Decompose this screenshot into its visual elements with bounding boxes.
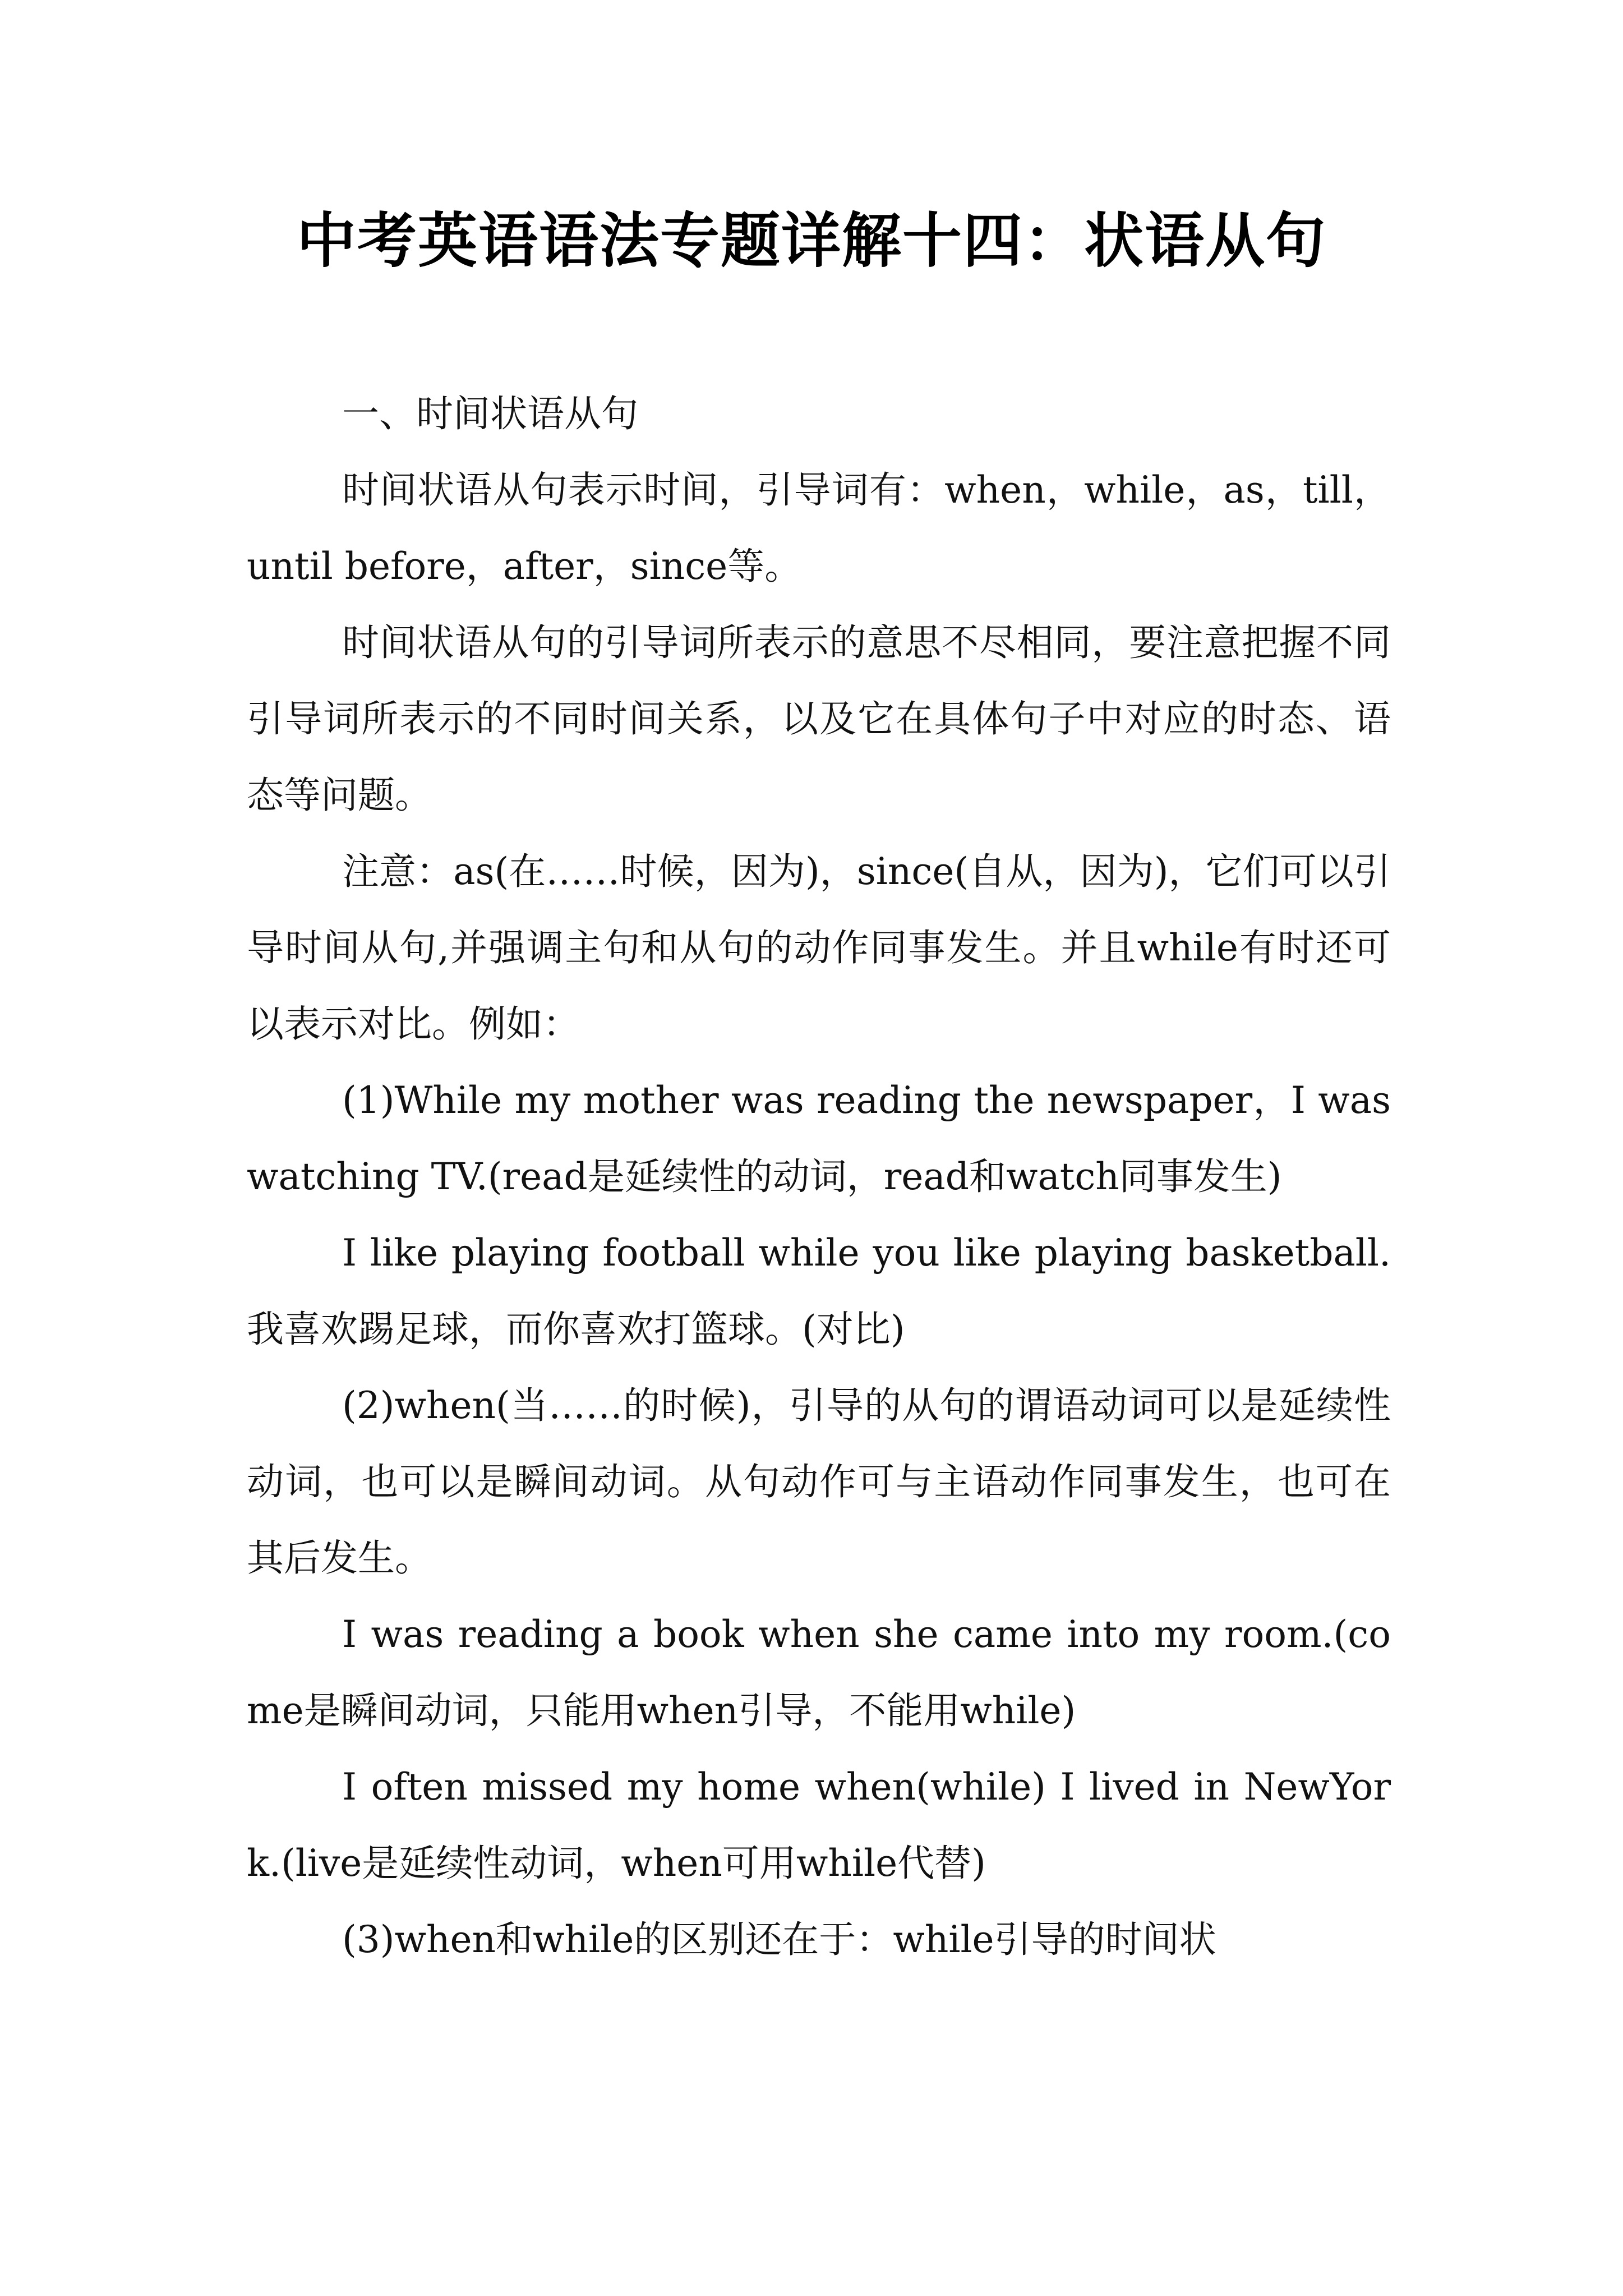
paragraph: 时间状语从句的引导词所表示的意思不尽相同，要注意把握不同引导词所表示的不同时间关系，以及它在具体句子中对应的时态、语态等问题。: [247, 621, 1391, 817]
paragraph: (2)when(当……的时候)，引导的从句的谓语动词可以是延续性动词，也可以是瞬间动词。从句动作可与主语动作同事发生，也可在其后发生。: [247, 1384, 1391, 1580]
document-body: [247, 376, 1391, 1978]
example-paragraph: I was reading a book when she came into my room.(come是瞬间动词，只能用when引导，不能用while): [247, 1613, 1391, 1732]
paragraph: 注意：as(在……时候，因为)，since(自从，因为)，它们可以引导时间从句,并强调主句和从句的动作同事发生。并且while有时还可以表示对比。例如：: [247, 850, 1391, 1046]
section-heading: 一、时间状语从句: [342, 392, 638, 435]
document-title: 中考英语语法专题详解十四：状语从句: [297, 206, 1326, 275]
example-paragraph: I like playing football while you like playing basketball.我喜欢踢足球，而你喜欢打篮球。(对比): [247, 1231, 1391, 1351]
paragraph: 时间状语从句表示时间，引导词有：when，while，as，till，until before，after，since等。: [247, 468, 1391, 588]
example-paragraph: I often missed my home when(while) I lived in NewYork.(live是延续性动词，when可用while代替): [247, 1765, 1391, 1885]
paragraph: (3)when和while的区别还在于：while引导的时间状: [342, 1918, 1216, 1961]
example-paragraph: (1)While my mother was reading the newspaper，I was watching TV.(read是延续性的动词，read和watch同事发生): [247, 1079, 1391, 1198]
